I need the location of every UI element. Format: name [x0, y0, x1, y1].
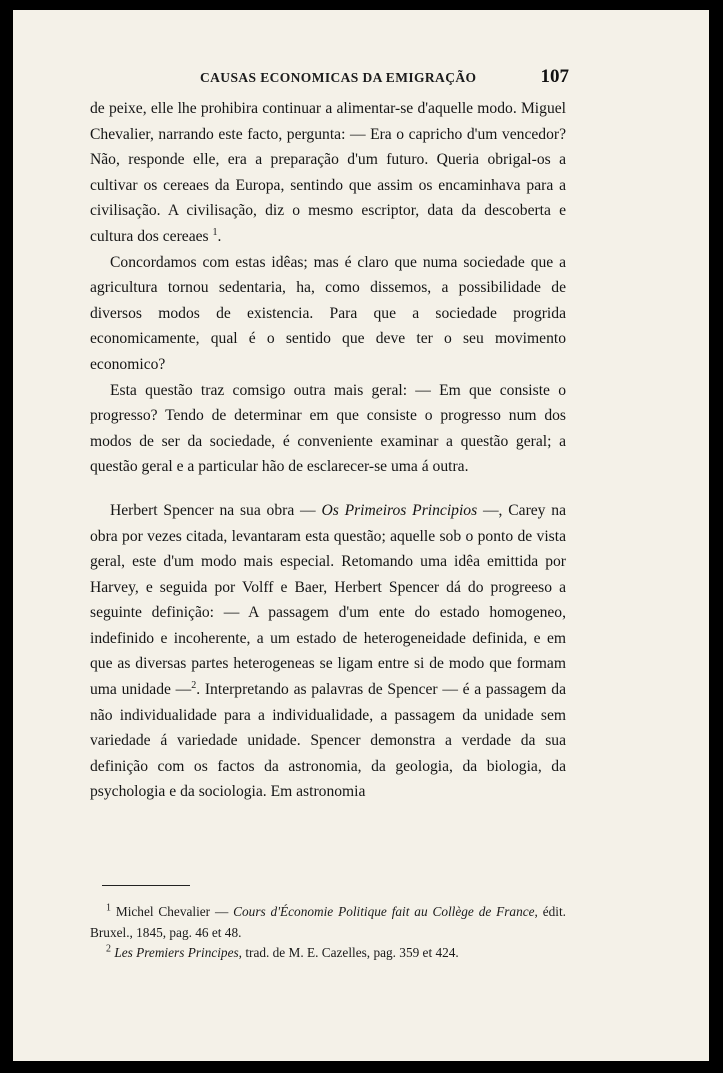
page-header: [13, 66, 709, 96]
running-title: CAUSAS ECONOMICAS DA EMIGRAÇÃO: [200, 70, 477, 85]
footnote-ref: 1: [212, 226, 218, 238]
body-text: [90, 96, 566, 805]
footnote: $^2$ Les Premiers Principes, trad. de M. E. Cazelles, pag. 359 et 424.: [106, 943, 459, 960]
book-page: [13, 10, 709, 1061]
book-title: Os Primeiros Principios: [321, 501, 478, 519]
paragraph: Esta questão traz comsigo outra mais geral: — Em que consiste o progresso? Tendo de determinar em que consiste o progresso num dos modos de ser da sociedade, é conveniente examinar a questão geral; a questão geral e a particular hão de esclarecer-se uma á outra.: [90, 381, 566, 476]
footnote-divider: [102, 885, 190, 886]
footnotes: [90, 902, 566, 964]
paragraph: Herbert Spencer na sua obra — Os Primeiros Principios —, Carey na obra por vezes citada, levantaram esta questão; aquelle sob o ponto de vista geral, este d'um modo mais especial. Retomando uma idêa emittida por Harvey, e seguida por Volff e Baer, Herbert Spencer dá do progreeso a seguinte definição: — A passagem d'um ente do estado homogeneo, indefinido e incoherente, a um estado de heterogeneidade definida, e em que as diversas partes heterogeneas se ligam entre si de modo que formam uma unidade —$^2$. Interpretando as palavras de Spencer — é a passagem da não individualidade para a individualidade, a passagem da unidade sem variedade á variedade unidade. Spencer demonstra a verdade da sua definição com os factos da astronomia, da geologia, da biologia, da psychologia e da sociologia. Em astronomia: [90, 501, 566, 801]
footnote: $^1$ Michel Chevalier — Cours d'Économie Politique fait au Collège de France, édit. Bruxel., 1845, pag. 46 et 48.: [90, 902, 566, 940]
footnote-ref: 2: [191, 679, 197, 691]
paragraph: de peixe, elle lhe prohibira continuar a alimentar-se d'aquelle modo. Miguel Chevalier, narrando este facto, pergunta: — Era o capricho d'um vencedor? Não, responde elle, era a preparação d'um futuro. Queria obrigal-os a cultivar os cereaes da Europa, sentindo que assim os encaminhava para a civilisação. A civilisação, diz o mesmo escriptor, data da descoberta e cultura dos cereaes $^1$.: [90, 100, 566, 245]
page-number: 107: [540, 66, 569, 87]
paragraph: Concordamos com estas idêas; mas é claro que numa sociedade que a agricultura tornou sedentaria, ha, como dissemos, a possibilidade de diversos modos de existencia. Para que a sociedade progrida economicamente, qual é o sentido que deve ter o seu movimento economico?: [90, 253, 566, 373]
